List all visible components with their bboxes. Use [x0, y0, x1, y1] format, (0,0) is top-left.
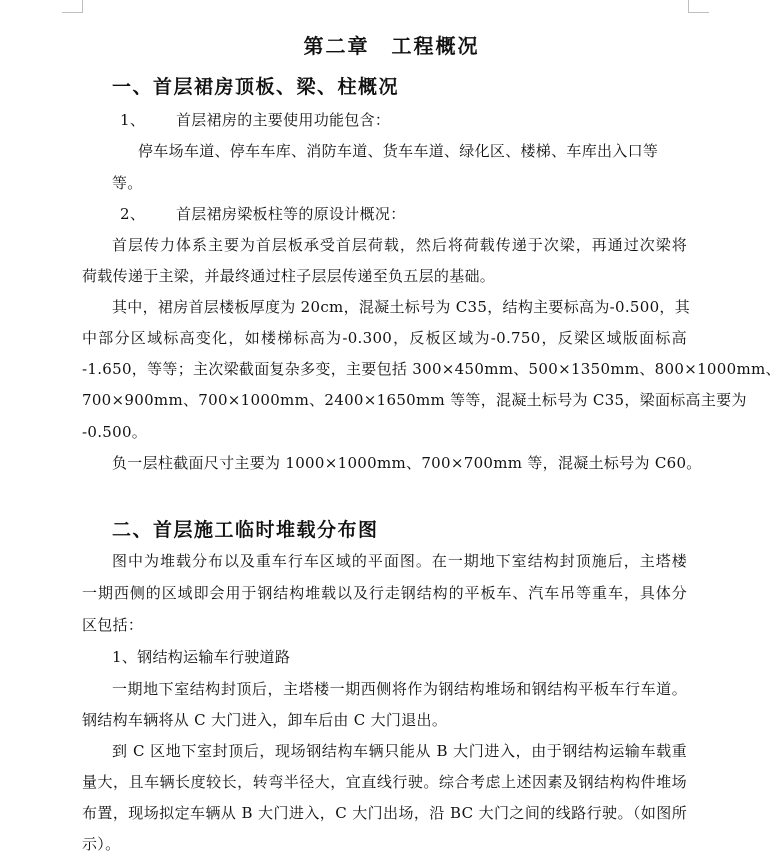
section-1-title: 一、首层裙房顶板、梁、柱概况 — [112, 76, 400, 98]
item-1-content-line-2: 等。 — [112, 174, 143, 192]
item-1-content-line-1: 停车场车道、停车车库、消防车道、货车车道、绿化区、楼梯、车库出入口等 — [138, 142, 659, 160]
s2-para2-line-1: 一期地下室结构封顶后，主塔楼一期西侧将作为钢结构堆场和钢结构平板车行车道。 — [112, 680, 687, 698]
s1-para2-line-4: 700×900mm、700×1000mm、2400×1650mm 等等，混凝土标号为 C35，梁面标高主要为 — [82, 391, 747, 409]
s2-para1-line-2: 一期西侧的区域即会用于钢结构堆载以及行走钢结构的平板车、汽车吊等重车，具体分 — [82, 584, 687, 602]
item-1-text: 首层裙房的主要使用功能包含： — [176, 111, 391, 129]
s1-para1-line-1: 首层传力体系主要为首层板承受首层荷载，然后将荷载传递于次梁，再通过次梁将 — [112, 236, 687, 254]
item-1-number: 1、 — [120, 111, 146, 129]
s2-para1-line-1: 图中为堆载分布以及重车行车区域的平面图。在一期地下室结构封顶施后，主塔楼 — [112, 552, 687, 570]
item-2-text: 首层裙房梁板柱等的原设计概况： — [176, 205, 406, 223]
s1-para2-line-1: 其中，裙房首层楼板厚度为 20cm，混凝土标号为 C35，结构主要标高为-0.500，其 — [112, 298, 691, 316]
item-2-number: 2、 — [120, 205, 146, 223]
s2-item-1-title: 1、钢结构运输车行驶道路 — [112, 648, 291, 666]
section-2-title: 二、首层施工临时堆载分布图 — [112, 519, 379, 541]
s2-para2-line-2: 钢结构车辆将从 C 大门进入，卸车后由 C 大门退出。 — [82, 711, 448, 729]
s1-para2-line-2: 中部分区域标高变化，如楼梯标高为-0.300，反板区域为-0.750，反梁区域版面标高 — [82, 329, 687, 347]
s2-para3-line-3: 布置，现场拟定车辆从 B 大门进入，C 大门出场，沿 BC 大门之间的线路行驶。（如图所 — [82, 804, 687, 822]
s1-para2-line-5: -0.500。 — [82, 423, 148, 441]
s2-para1-line-3: 区包括： — [82, 616, 144, 634]
crop-mark-top-right — [688, 0, 709, 13]
crop-mark-top-left — [62, 0, 83, 13]
s1-para1-line-2: 荷载传递于主梁，并最终通过柱子层层传递至负五层的基础。 — [82, 267, 496, 285]
chapter-title: 第二章 工程概况 — [303, 34, 480, 58]
s1-para3: 负一层柱截面尺寸主要为 1000×1000mm、700×700mm 等，混凝土标号为 C60。 — [112, 454, 702, 472]
s1-para2-line-3: -1.650，等等；主次梁截面复杂多变，主要包括 300×450mm、500×1350mm、800×1000mm、 — [82, 360, 781, 378]
s2-para3-line-2: 量大，且车辆长度较长，转弯半径大，宜直线行驶。综合考虑上述因素及钢结构构件堆场 — [82, 773, 687, 791]
s2-para3-line-1: 到 C 区地下室封顶后，现场钢结构车辆只能从 B 大门进入，由于钢结构运输车载重 — [112, 742, 687, 760]
s2-para3-line-4: 示）。 — [82, 835, 121, 853]
